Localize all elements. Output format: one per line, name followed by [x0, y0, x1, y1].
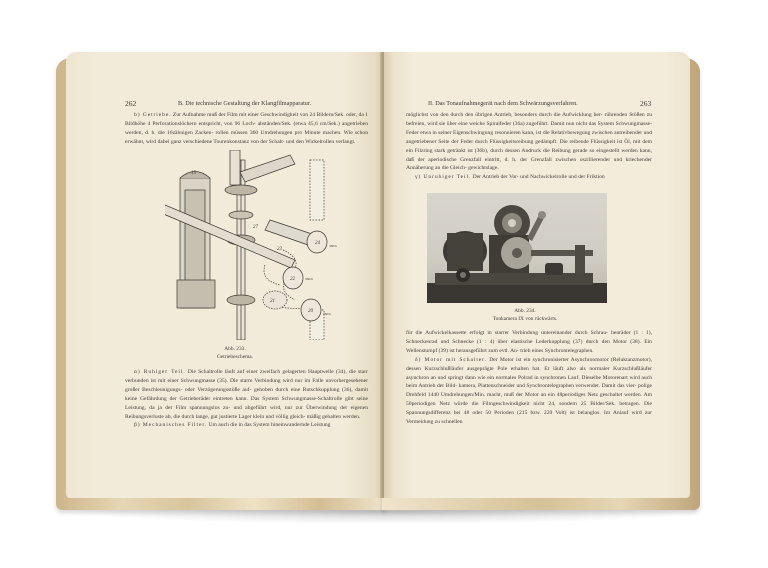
getriebe-lead: b) Getriebe.: [134, 112, 172, 118]
svg-text:20: 20: [308, 309, 313, 314]
left-paragraph-getriebe: b) Getriebe. Zur Aufnahme muß der Film mit einer Geschwindigkeit von 24 Bildern/Sek. oder, da 1 Bildhöhe 4 Perforationslöchern entspricht, von 96 Loch- abständen/Sek. (etwa 45,6 cm/Sek.) angetrieben werden, d. h. die 16zähnigen Zacken- rollen müssen 360 Umdrehungen pro Minute machen. Wie schon erwähnt, wird dabei ganz verschiedene Tourenkonstanz von der Schalt- und den Wickelrollen verlangt.: [125, 112, 369, 145]
right-paragraph-top: möglichst von den durch den übrigen Antrieb, besonders durch die Aufwicklung her- rührenden Stößen zu befreien, wird sie über eine weiche Spiralfeder (36a) zugeführt. Damit nun nicht das System Schwungmasse-Feder etwa in seiner Eigenschwingung resonnieren kann, ist die Relativbewegung zwischen antreibender und angetriebener Seite der Feder durch Flüssigkeitsreibung gedämpft. Die reibende Flüssigkeit ist Öl, mit dem ein Filzring stark getränkt ist (36b), durch dessen Andruck die Reibung gerade so eingestellt werden kann, daß der aperiodische Grenzfall eintritt, d. h. der Grenzfall zwischen oszillierender und kriechender Annäherung an die Gleich- gewichtslage. γ) Unruhiger Teil. Der Antrieb der Vor- und Nachwickelrolle und der Friktion: [406, 112, 653, 181]
left-figure-caption: [180, 345, 290, 361]
svg-text:21: 21: [270, 299, 275, 304]
gear-diagram-figure: [165, 150, 345, 340]
svg-text:23: 23: [277, 247, 282, 252]
left-figure-label: Abb. 233.: [224, 346, 246, 352]
svg-text:360/n: 360/n: [305, 277, 313, 281]
left-paragraph-ruhiger-teil: α) Ruhiger Teil. Die Schaltrolle läuft auf einer zweifach gelagerten Hauptwelle (34), die starr verbunden ist mit einer Schwungmasse (35). Die starre Verbindung wird nur im Falle unvorhergesehener großer Beschleunigungs- oder Verzögerungsstöße auf- gehoben durch eine Rutschkupplung (36), damit keine Gefährdung der Getrieberäder eintreten kann. Das System Schwungmasse-Schaltrolle gibt seine Leistung, da ja der Film spannungslos zu- und abgeführt wird, nur zur Überwindung der eigenen Reibungsverluste ab, die durch lange, gut justierte Lager klein und völlig gleich- mäßig gehalten werden. β) Mechanisches Filter. Um auch die in das System hineinwandernde Leistung: [125, 369, 368, 429]
svg-text:360/n: 360/n: [323, 312, 331, 316]
sound-camera-photo: [427, 193, 607, 303]
left-page-number: 262: [125, 99, 137, 108]
svg-text:27: 27: [253, 225, 258, 230]
right-figure-caption: [470, 307, 580, 323]
unruhiger-teil-lead: γ) Unruhiger Teil.: [415, 174, 472, 181]
left-running-head: B. Die technische Gestaltung der Klangfilmapparatur.: [178, 100, 312, 107]
svg-text:360/n: 360/n: [329, 244, 337, 248]
right-figure-label: Abb. 234.: [514, 308, 536, 314]
right-paragraph-after-figure: für die Aufwickelkassette erfolgt in starrer Verbindung untereinander durch Schrau- benräder (1 : 1), Schneckenrad und Schnecke (1 : 4) über elastische Lederkupplung (37) durch den Motor (38). Ein Wellenstumpf (39) ist herausgeführt zum evtl. An- trieb eines Synchrontelegraphen. δ) Motor mit Schalter. Der Motor ist ein synchronisierter Asynchronmotor (Reluktanzmotor), dessen Kurzschlußläufer ausgeprägte Pole erhalten hat. Er läuft also als normaler Kurzschlußläufer asynchron an und springt dann wie ein normales Polrad in synchronen Lauf. Dieselbe Motorenart wird auch beim Antrieb der Bild- kamera, Plattenschneider und Synchrontelegraphen verwendet. Damit das vier- polige Drehfeld 1440 Umdrehungen/Min. macht, muß der Motor an ein 48periodiges Netz geschaltet werden. Am 50periodigen Netz würde die Filmgeschwindigkeit nicht 24, sondern 25 Bilder/Sek. betragen. Die Spannungsdifferenz bei 48 oder 50 Perioden (215 bzw. 220 Volt) ist belanglos. Im Anlauf wird zur Vermeidung zu schnellen: [406, 330, 653, 426]
right-figure-title: Tonkamera IX von rückwärts.: [492, 316, 558, 322]
right-page-number: 263: [640, 99, 652, 108]
motor-mit-schalter-lead: δ) Motor mit Schalter.: [415, 356, 487, 363]
right-running-head: II. Das Tonaufnahmegerät nach dem Schwärzungsverfahren.: [428, 100, 578, 107]
left-figure-title: Getriebeschema.: [216, 354, 254, 360]
ruhiger-teil-lead: α) Ruhiger Teil.: [134, 369, 186, 375]
svg-text:22: 22: [290, 277, 295, 282]
mechanisches-filter-lead: β) Mechanisches Filter.: [134, 422, 208, 429]
svg-text:24: 24: [315, 241, 320, 246]
sound-camera-illustration: [427, 193, 607, 303]
svg-text:15: 15: [191, 171, 196, 176]
